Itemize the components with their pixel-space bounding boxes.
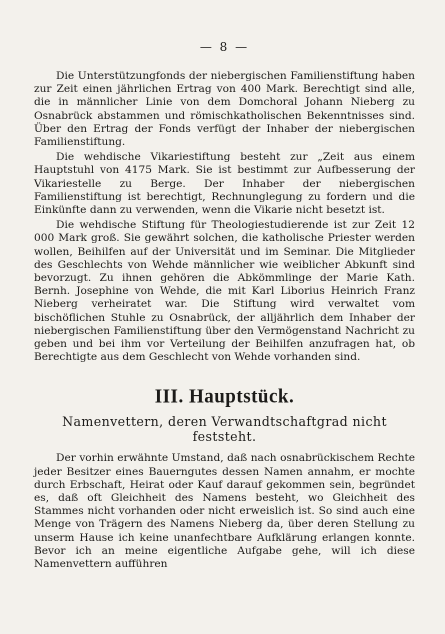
section-heading: III. Hauptstück.: [154, 385, 295, 408]
paragraph-vikariestiftung: Die wehdische Vikariestiftung besteht zur „Zeit aus einem Hauptstuhl von 4175 Mark. Sie ist bestimmt zur Aufbesserung der Vikariestelle zu Berge. Der Inhaber der niebergischen Familienstiftung ist berechtigt, Rechnunglegung zu fordern und die Einkünfte dann zu verwenden, wenn die Vikarie nicht besetzt ist.: [34, 151, 415, 217]
paragraph-namenvettern: Der vorhin erwähnte Umstand, daß nach osnabrückischem Rechte jeder Besitzer eines Bauerngutes dessen Namen annahm, er mochte durch Erbschaft, Heirat oder Kauf darauf gekommen sein, begründet es, daß oft Gleichheit des Namens besteht, wo Gleichheit des Stammes nicht vorhanden oder nicht erweislich ist. So sind auch eine Menge von Trägern des Namens Nieberg da, über deren Stellung zu unserm Hause ich keine unanfechtbare Aufklärung erlangen konnte. Bevor ich an meine eigentliche Aufgabe gehe, will ich diese Namenvettern aufführen: [34, 452, 415, 571]
section-subheading: Namenvettern, deren Verwandtschaftgrad nicht feststeht.: [62, 414, 387, 445]
page-number: — 8 —: [199, 40, 250, 54]
paragraph-theologiestudierende: Die wehdische Stiftung für Theologiestudierende ist zur Zeit 12 000 Mark groß. Sie gewährt solchen, die katholische Priester werden wollen, Beihilfen auf der Universität und im Seminar. Die Mitglieder des Geschlechts von Wehde männlicher wie weiblicher Abkunft sind bevorzugt. Zu ihnen gehören die Abkömmlinge der Marie Kath. Bernh. Josephine von Wehde, die mit Karl Liborius Heinrich Franz Nieberg verheiratet war. Die Stiftung wird verwaltet vom bischöflichen Stuhle zu Osnabrück, der alljährlich dem Inhaber der niebergischen Familienstiftung über den Vermögenstand Nachricht zu geben und bei ihm vor Verteilung der Beihilfen anzufragen hat, ob Berechtigte aus dem Geschlecht von Wehde vorhanden sind.: [34, 219, 415, 364]
paragraph-unterstuetzungsfonds: Die Unterstützungfonds der niebergischen Familienstiftung haben zur Zeit einen jährlichen Ertrag von 400 Mark. Berechtigt sind alle, die in männlicher Linie von dem Domchoral Johann Nieberg zu Osnabrück abstammen und römischkatholischen Bekenntnisses sind. Über den Ertrag der Fonds verfügt der Inhaber der niebergischen Familienstiftung.: [34, 70, 415, 149]
